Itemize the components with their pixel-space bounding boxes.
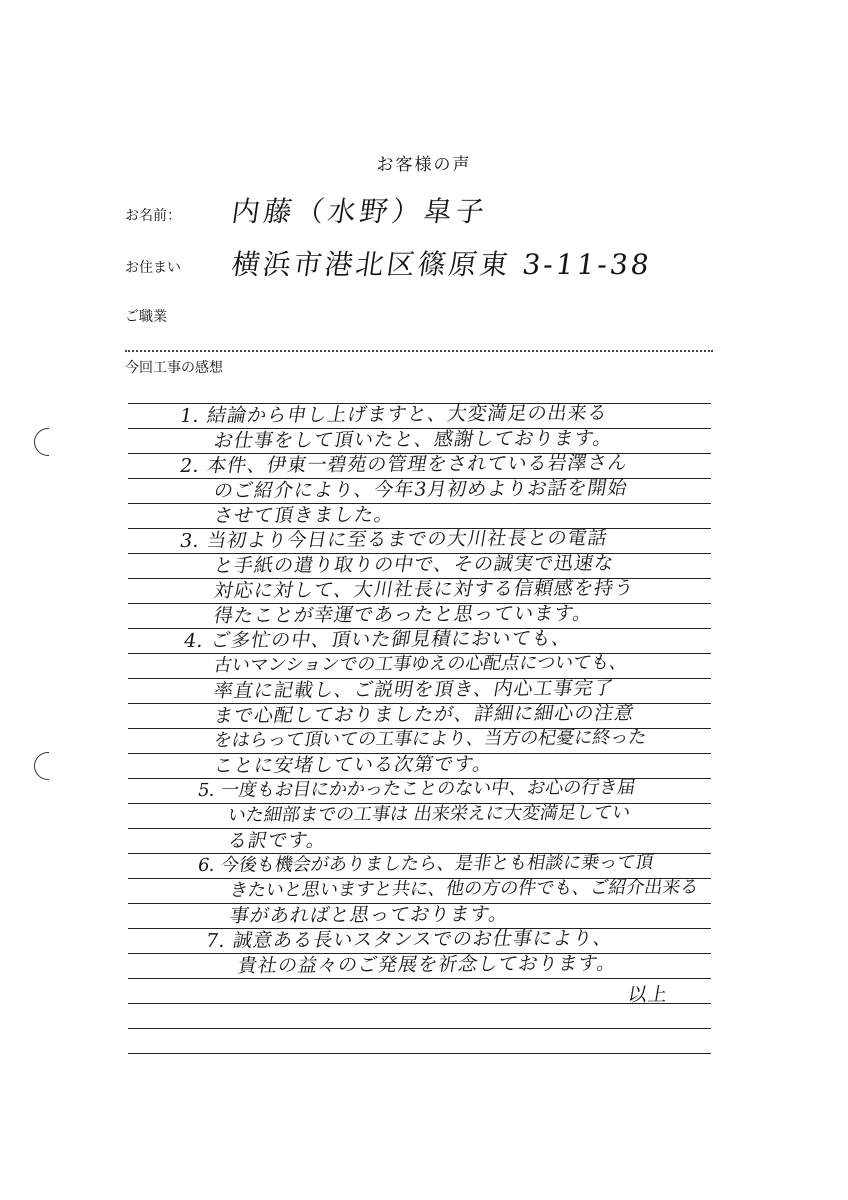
- impressions-label: 今回工事の感想: [125, 360, 223, 376]
- comment-line-20: きたいと思いますと共に、他の方の件でも、ご紹介出来る: [228, 876, 701, 901]
- comment-line-14: をはらって頂いての工事により、当方の杞憂に終った: [212, 726, 649, 751]
- comment-line-3: 2. 本件、伊東一碧苑の管理をされている岩澤さん: [178, 451, 630, 478]
- comment-line-16: 5. 一度もお目にかかったことのない中、お心の行き届: [196, 776, 638, 801]
- comment-line-19: 6. 今後も機会がありましたら、是非とも相談に乗って頂: [196, 851, 656, 876]
- comment-line-8: 対応に対して、大川社長に対する信頼感を持う: [212, 577, 637, 602]
- ruled-line: [128, 1053, 711, 1054]
- comment-line-18: る訳です。: [226, 829, 329, 852]
- page-title: お客様の声: [376, 155, 472, 175]
- comment-line-6: 3. 当初より今日に至るまでの大川社長との電話: [178, 527, 610, 552]
- comment-line-10: 4. ご多忙の中、頂いた御見積においても、: [182, 627, 574, 652]
- comment-line-23: 貴社の益々のご発展を祈念しております。: [236, 952, 619, 977]
- address-value: 横浜市港北区篠原東 3-11-38: [229, 248, 655, 281]
- punch-hole-top: [34, 428, 49, 456]
- comment-line-9: 得たことが幸運であったと思っています。: [212, 602, 595, 627]
- closing-word: 以上: [626, 983, 670, 1006]
- name-label: お名前：: [125, 208, 181, 224]
- ruled-line: [128, 1028, 711, 1029]
- name-value: 内藤（水野）皐子: [229, 195, 491, 228]
- comment-line-21: 事があればと思っております。: [228, 903, 511, 927]
- comment-line-2: お仕事をして頂いたと、感謝しております。: [212, 427, 615, 453]
- separator-dotted: [125, 350, 713, 352]
- address-label: お住まい: [125, 260, 181, 276]
- comment-line-17: いた細部までの工事は 出来栄えに大変満足してい: [226, 802, 632, 826]
- comment-line-11: 古いマンションでの工事ゆえの心配点についても、: [212, 652, 630, 676]
- punch-hole-bottom: [34, 752, 49, 780]
- ruled-line: [128, 828, 711, 829]
- comment-line-7: と手紙の遣り取りの中で、その誠実で迅速な: [212, 552, 617, 577]
- comment-line-1: 1. 結論から申し上げますと、大変満足の出来る: [178, 402, 610, 428]
- ruled-line: [128, 1003, 711, 1004]
- comment-line-12: 率直に記載し、ご説明を頂き、内心工事完了: [212, 677, 616, 702]
- comment-line-13: まで心配しておりましたが、詳細に細心の注意: [212, 702, 637, 727]
- ruled-line: [128, 978, 711, 979]
- comment-line-4: のご紹介により、今年3月初めよりお話を開始: [212, 477, 630, 503]
- comment-line-5: させて頂きました。: [212, 503, 397, 527]
- comment-line-15: ことに安堵している次第です。: [212, 753, 495, 777]
- comment-line-22: 7. 誠意ある長いスタンスでのお仕事により、: [204, 927, 615, 952]
- occupation-label: ご職業: [125, 309, 167, 325]
